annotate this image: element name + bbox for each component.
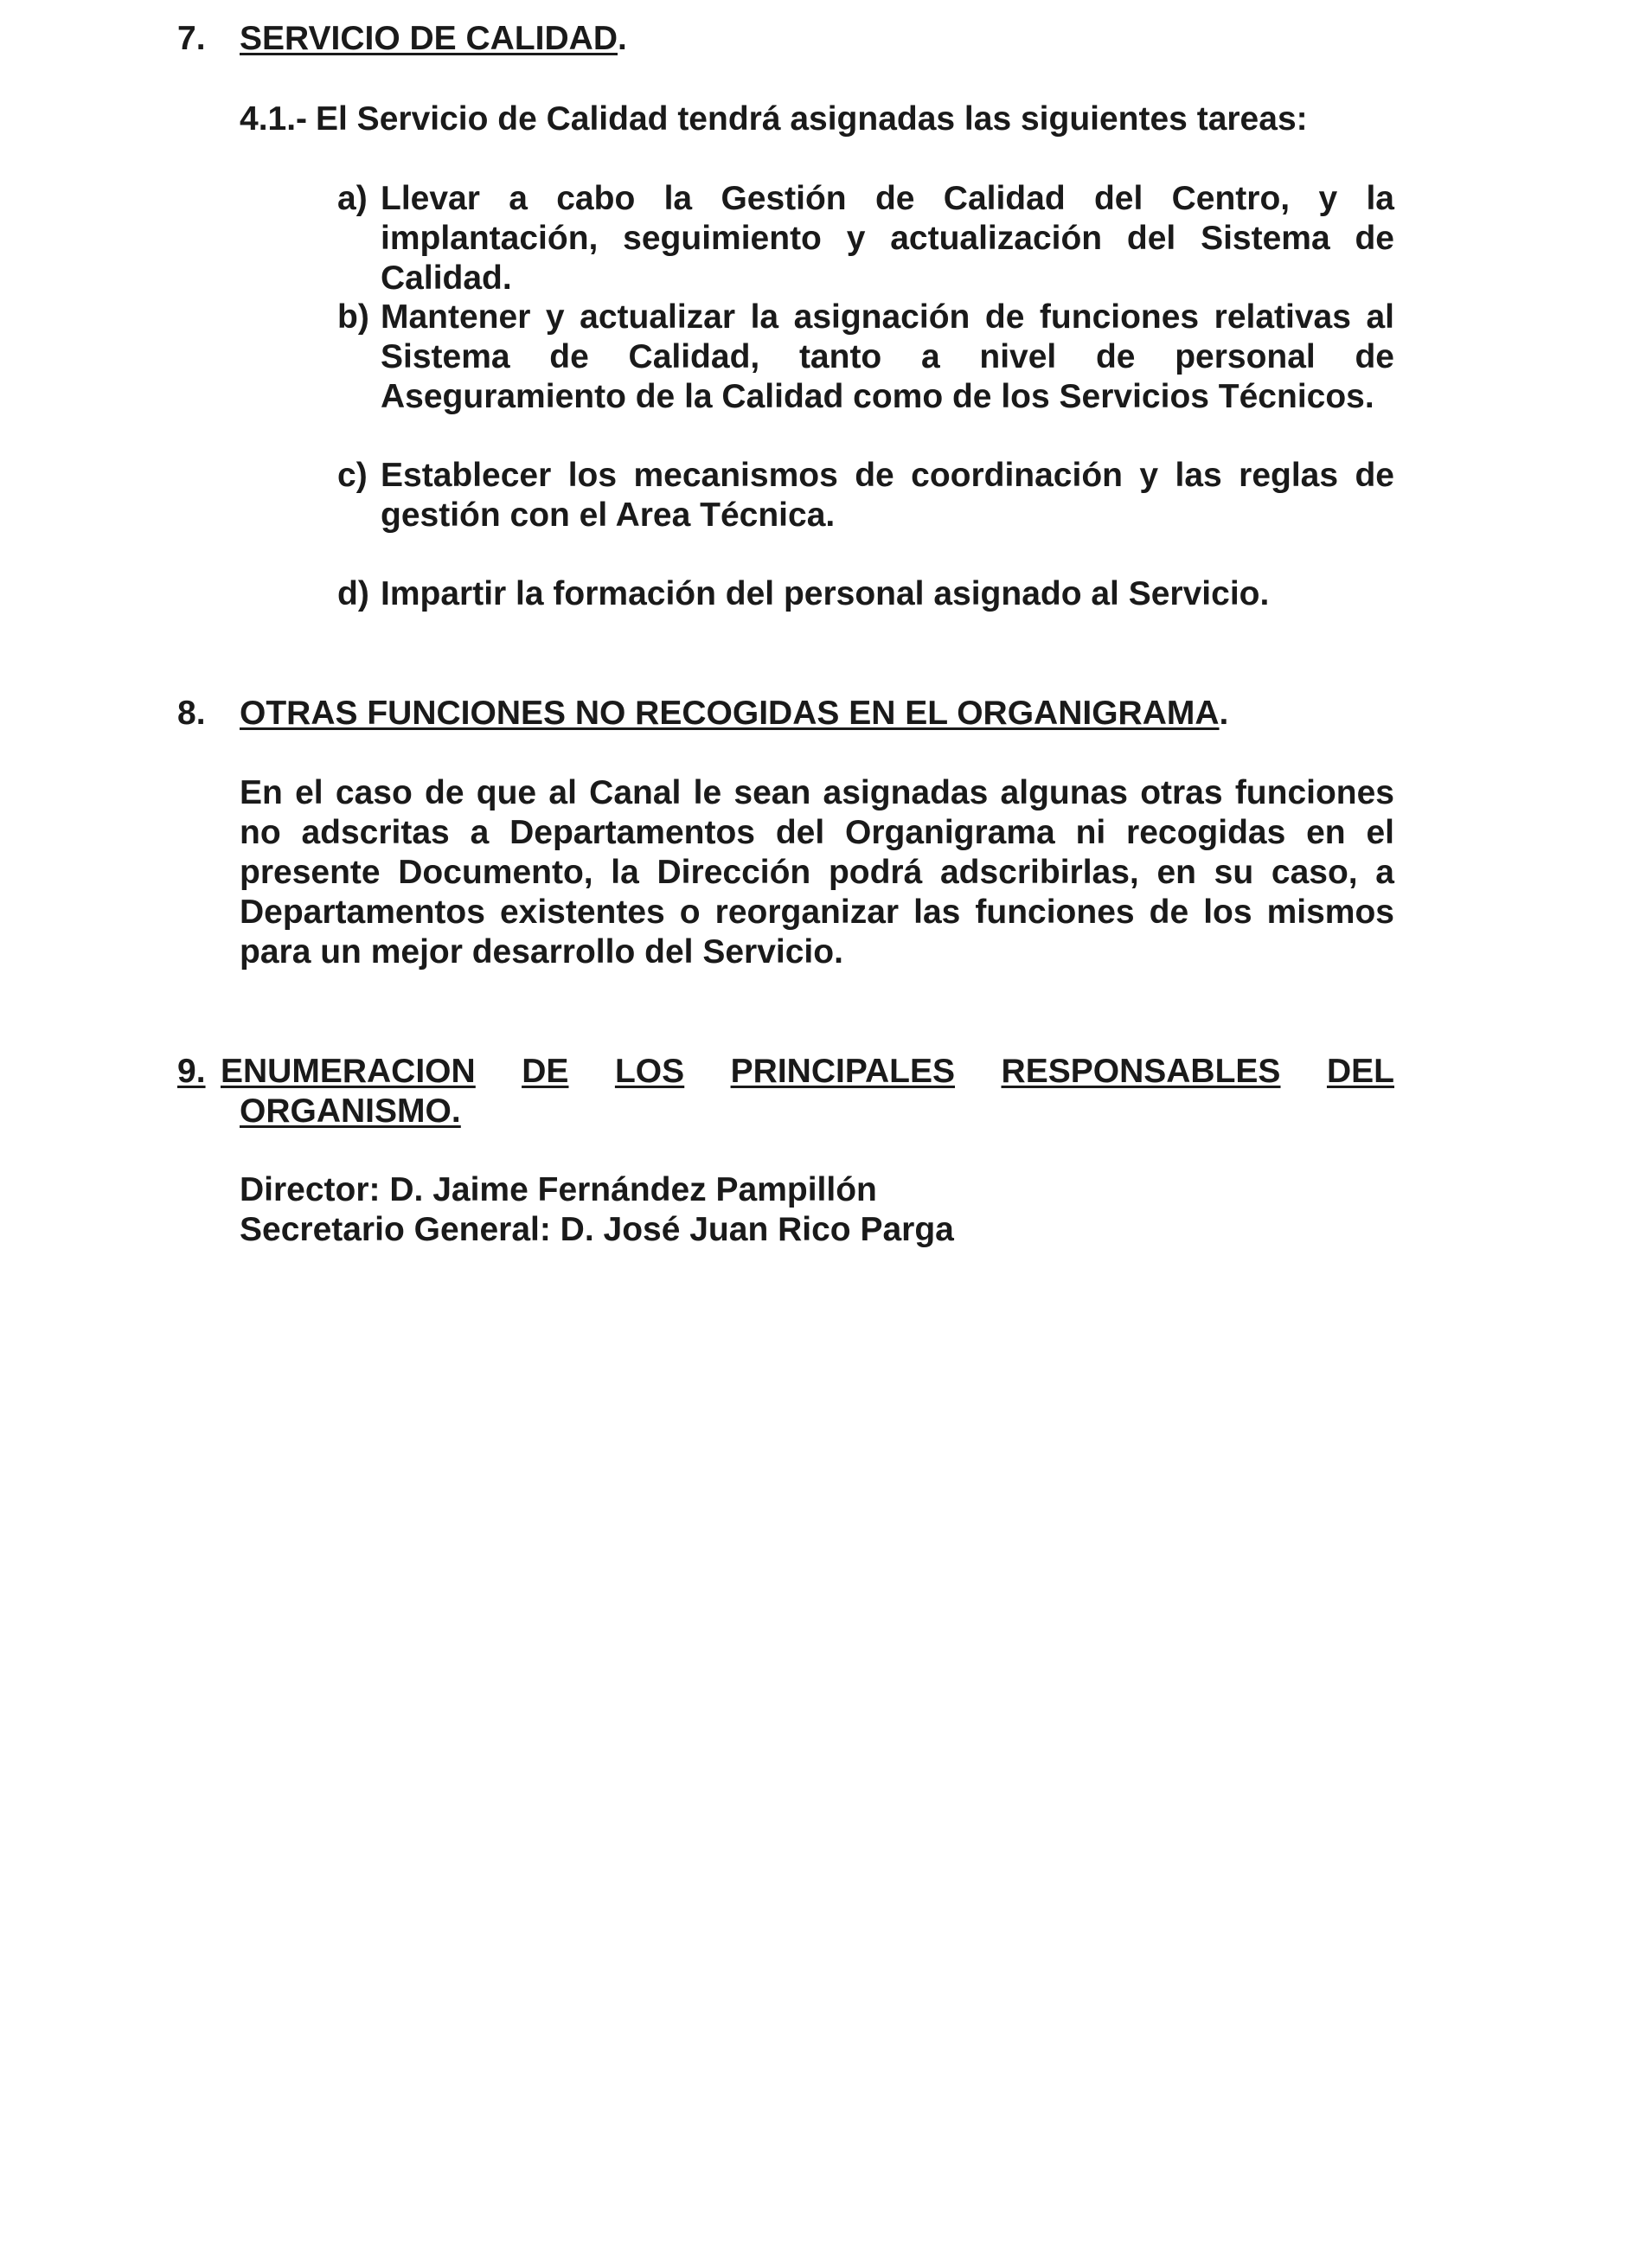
section-8-title: OTRAS FUNCIONES NO RECOGIDAS EN EL ORGANIGRAMA: [240, 695, 1220, 732]
section-9-title-word: ENUMERACION: [221, 1053, 476, 1090]
task-item-c-text: Establecer los mecanismos de coordinación y las reglas de gestión con el Area Técnica.: [381, 457, 1394, 534]
section-9-heading-line-1: [177, 1052, 1394, 1092]
task-item-c: [337, 456, 1394, 535]
task-item-c-marker: c): [337, 457, 368, 494]
task-item-a-text: Llevar a cabo la Gestión de Calidad del Centro, y la implantación, seguimiento y actualización del Sistema de Calidad.: [381, 180, 1394, 297]
section-9-title-word: PRINCIPALES: [730, 1053, 955, 1090]
task-item-b-marker: b): [337, 298, 369, 336]
director-line: Director: D. Jaime Fernández Pampillón: [240, 1171, 877, 1208]
section-7-number: 7.: [177, 20, 206, 57]
section-9-heading: [177, 1052, 1394, 1131]
task-item-b: [337, 298, 1394, 417]
section-8-paragraph: En el caso de que al Canal le sean asignadas algunas otras funciones no adscritas a Departamentos del Organigrama ni recogidas en el presente Documento, la Dirección podrá adscribirlas, en su caso, a Departamentos existentes o reorganizar las funciones de los mismos para un mejor desarrollo del Servicio.: [240, 774, 1394, 971]
task-item-d-text: Impartir la formación del personal asignado al Servicio.: [381, 575, 1270, 612]
section-7-heading: [177, 19, 1388, 59]
task-item-a-marker: a): [337, 180, 368, 217]
section-7-subheading: [240, 99, 1407, 139]
section-9-number: 9.: [177, 1053, 206, 1090]
task-item-d: [337, 574, 1394, 614]
subheading-number: 4.1.-: [240, 100, 308, 138]
section-9-title-words: [221, 1052, 1394, 1092]
section-9-heading-line-2: [177, 1092, 1394, 1131]
section-9-title-line-2: ORGANISMO.: [240, 1092, 461, 1130]
section-7-title: SERVICIO DE CALIDAD: [240, 20, 618, 57]
section-9-title-word: LOS: [614, 1053, 685, 1090]
section-7-title-suffix: .: [618, 20, 627, 57]
task-item-d-marker: d): [337, 575, 369, 612]
secretary-general-line: Secretario General: D. José Juan Rico Parga: [240, 1211, 954, 1248]
section-8-title-suffix: .: [1219, 695, 1229, 732]
section-9-title-word: DEL: [1326, 1053, 1394, 1090]
task-item-a: [337, 179, 1394, 298]
subheading-text: El Servicio de Calidad tendrá asignadas las siguientes tareas:: [316, 100, 1308, 138]
section-8-heading: [177, 694, 1388, 734]
section-8-number: 8.: [177, 695, 206, 732]
section-9-title-word: RESPONSABLES: [1001, 1053, 1281, 1090]
section-9-title-word: DE: [522, 1053, 569, 1090]
task-item-b-text: Mantener y actualizar la asignación de funciones relativas al Sistema de Calidad, tanto a nivel de personal de Aseguramiento de la Calidad como de los Servicios Técnicos.: [381, 298, 1394, 415]
